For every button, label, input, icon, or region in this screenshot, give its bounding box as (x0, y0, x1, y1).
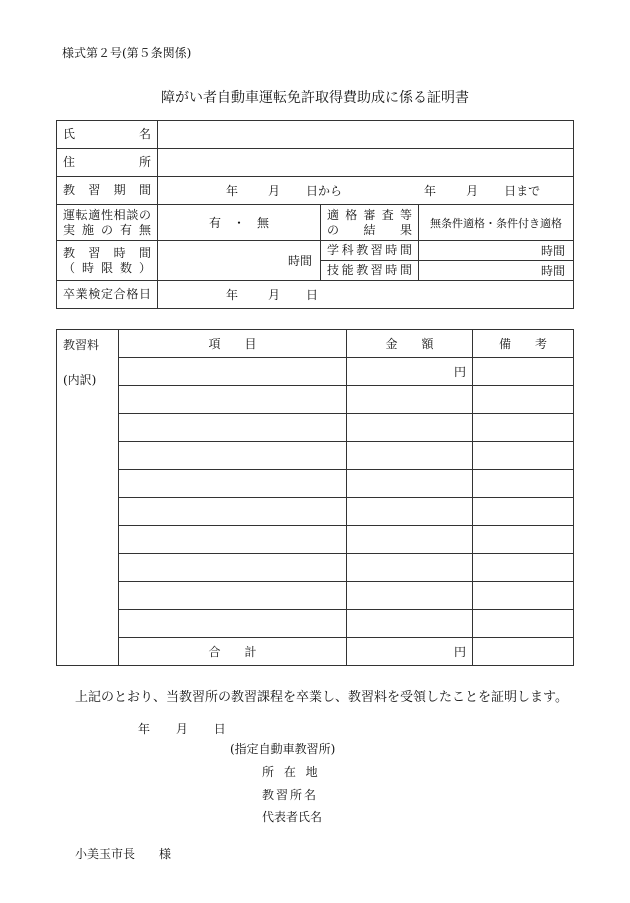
grad-date-label: 卒業検定合格日 (57, 281, 158, 309)
yen-unit: 円 (453, 365, 466, 379)
hours-field[interactable] (158, 241, 321, 281)
info-table (56, 120, 574, 309)
item-cell[interactable] (119, 470, 347, 498)
note-cell[interactable] (473, 582, 574, 610)
total-note-cell[interactable] (473, 638, 574, 666)
signature-date[interactable] (138, 720, 226, 737)
amount-cell[interactable] (347, 582, 473, 610)
column-header-item: 項 目 (119, 330, 347, 358)
amount-cell[interactable] (347, 358, 473, 386)
note-cell[interactable] (473, 414, 574, 442)
table-row (57, 414, 574, 442)
academic-hours-label: 学科教習時間 (321, 241, 419, 261)
column-header-note: 備 考 (473, 330, 574, 358)
school-location-label: 所 在 地 (262, 765, 321, 779)
item-cell[interactable] (119, 610, 347, 638)
amount-cell[interactable] (347, 526, 473, 554)
total-amount-cell[interactable] (347, 638, 473, 666)
note-cell[interactable] (473, 526, 574, 554)
item-cell[interactable] (119, 386, 347, 414)
item-cell[interactable] (119, 582, 347, 610)
tuition-label: 教習料 (63, 338, 100, 352)
item-cell[interactable] (119, 526, 347, 554)
exam-result-choice[interactable]: 無条件適格・条件付き適格 (419, 205, 574, 241)
school-name-label: 教習所名 (262, 788, 319, 802)
sig-month: 月 (175, 722, 188, 736)
address-field[interactable] (158, 149, 574, 177)
consult-label: 運転適性相談の 実施の有無 (57, 205, 158, 241)
amount-cell[interactable] (347, 442, 473, 470)
tuition-table (56, 329, 574, 666)
total-label: 合 計 (119, 638, 347, 666)
period-month-to: 月 (466, 184, 479, 198)
name-label: 氏 名 (57, 121, 158, 149)
period-label: 教習期間 (57, 177, 158, 205)
note-cell[interactable] (473, 386, 574, 414)
table-row (57, 498, 574, 526)
item-cell[interactable] (119, 414, 347, 442)
certification-statement: 上記のとおり、当教習所の教習課程を卒業し、教習料を受領したことを証明します。 (75, 690, 568, 705)
item-cell[interactable] (119, 442, 347, 470)
document-title: 障がい者自動車運転免許取得費助成に係る証明書 (161, 90, 469, 106)
note-cell[interactable] (473, 554, 574, 582)
period-year-from: 年 (226, 184, 239, 198)
item-cell[interactable] (119, 498, 347, 526)
period-day-from: 日から (306, 184, 343, 198)
table-row (57, 526, 574, 554)
grad-month: 月 (268, 288, 281, 302)
note-cell[interactable] (473, 610, 574, 638)
academic-hours-field[interactable] (419, 241, 574, 261)
table-row (57, 582, 574, 610)
addressee: 小美玉市長 様 (75, 847, 172, 861)
amount-cell[interactable] (347, 470, 473, 498)
table-row (57, 610, 574, 638)
skill-hours-field[interactable] (419, 261, 574, 281)
table-row (57, 386, 574, 414)
grad-day: 日 (306, 288, 319, 302)
exam-result-label: 適格審査等 の 結 果 (321, 205, 419, 241)
amount-cell[interactable] (347, 498, 473, 526)
total-yen-unit: 円 (453, 645, 466, 659)
note-cell[interactable] (473, 442, 574, 470)
table-row (57, 470, 574, 498)
school-designation: (指定自動車教習所) (230, 742, 336, 756)
note-cell[interactable] (473, 498, 574, 526)
representative-name-label: 代表者氏名 (262, 810, 323, 824)
table-row (57, 554, 574, 582)
total-row (57, 638, 574, 666)
column-header-amount: 金 額 (347, 330, 473, 358)
academic-hours-unit: 時間 (540, 244, 565, 258)
period-month-from: 月 (268, 184, 281, 198)
grad-date-field[interactable] (158, 281, 574, 309)
item-cell[interactable] (119, 358, 347, 386)
skill-hours-unit: 時間 (540, 264, 565, 278)
tuition-side-label (57, 330, 119, 666)
note-cell[interactable] (473, 358, 574, 386)
hours-unit: 時間 (287, 254, 312, 268)
item-cell[interactable] (119, 554, 347, 582)
address-label: 住 所 (57, 149, 158, 177)
consult-choice[interactable]: 有 ・ 無 (158, 205, 321, 241)
period-field[interactable] (158, 177, 574, 205)
table-row (57, 358, 574, 386)
tuition-breakdown-label: (内訳) (63, 373, 97, 387)
note-cell[interactable] (473, 470, 574, 498)
hours-label: 教習時間 （時限数） (57, 241, 158, 281)
sig-year: 年 (138, 722, 151, 736)
amount-cell[interactable] (347, 610, 473, 638)
amount-cell[interactable] (347, 386, 473, 414)
form-number-label: 様式第２号(第５条関係) (62, 46, 192, 60)
amount-cell[interactable] (347, 554, 473, 582)
period-day-to: 日まで (504, 184, 541, 198)
table-row (57, 442, 574, 470)
period-year-to: 年 (424, 184, 437, 198)
amount-cell[interactable] (347, 414, 473, 442)
grad-year: 年 (226, 288, 239, 302)
name-field[interactable] (158, 121, 574, 149)
sig-day: 日 (213, 722, 226, 736)
skill-hours-label: 技能教習時間 (321, 261, 419, 281)
